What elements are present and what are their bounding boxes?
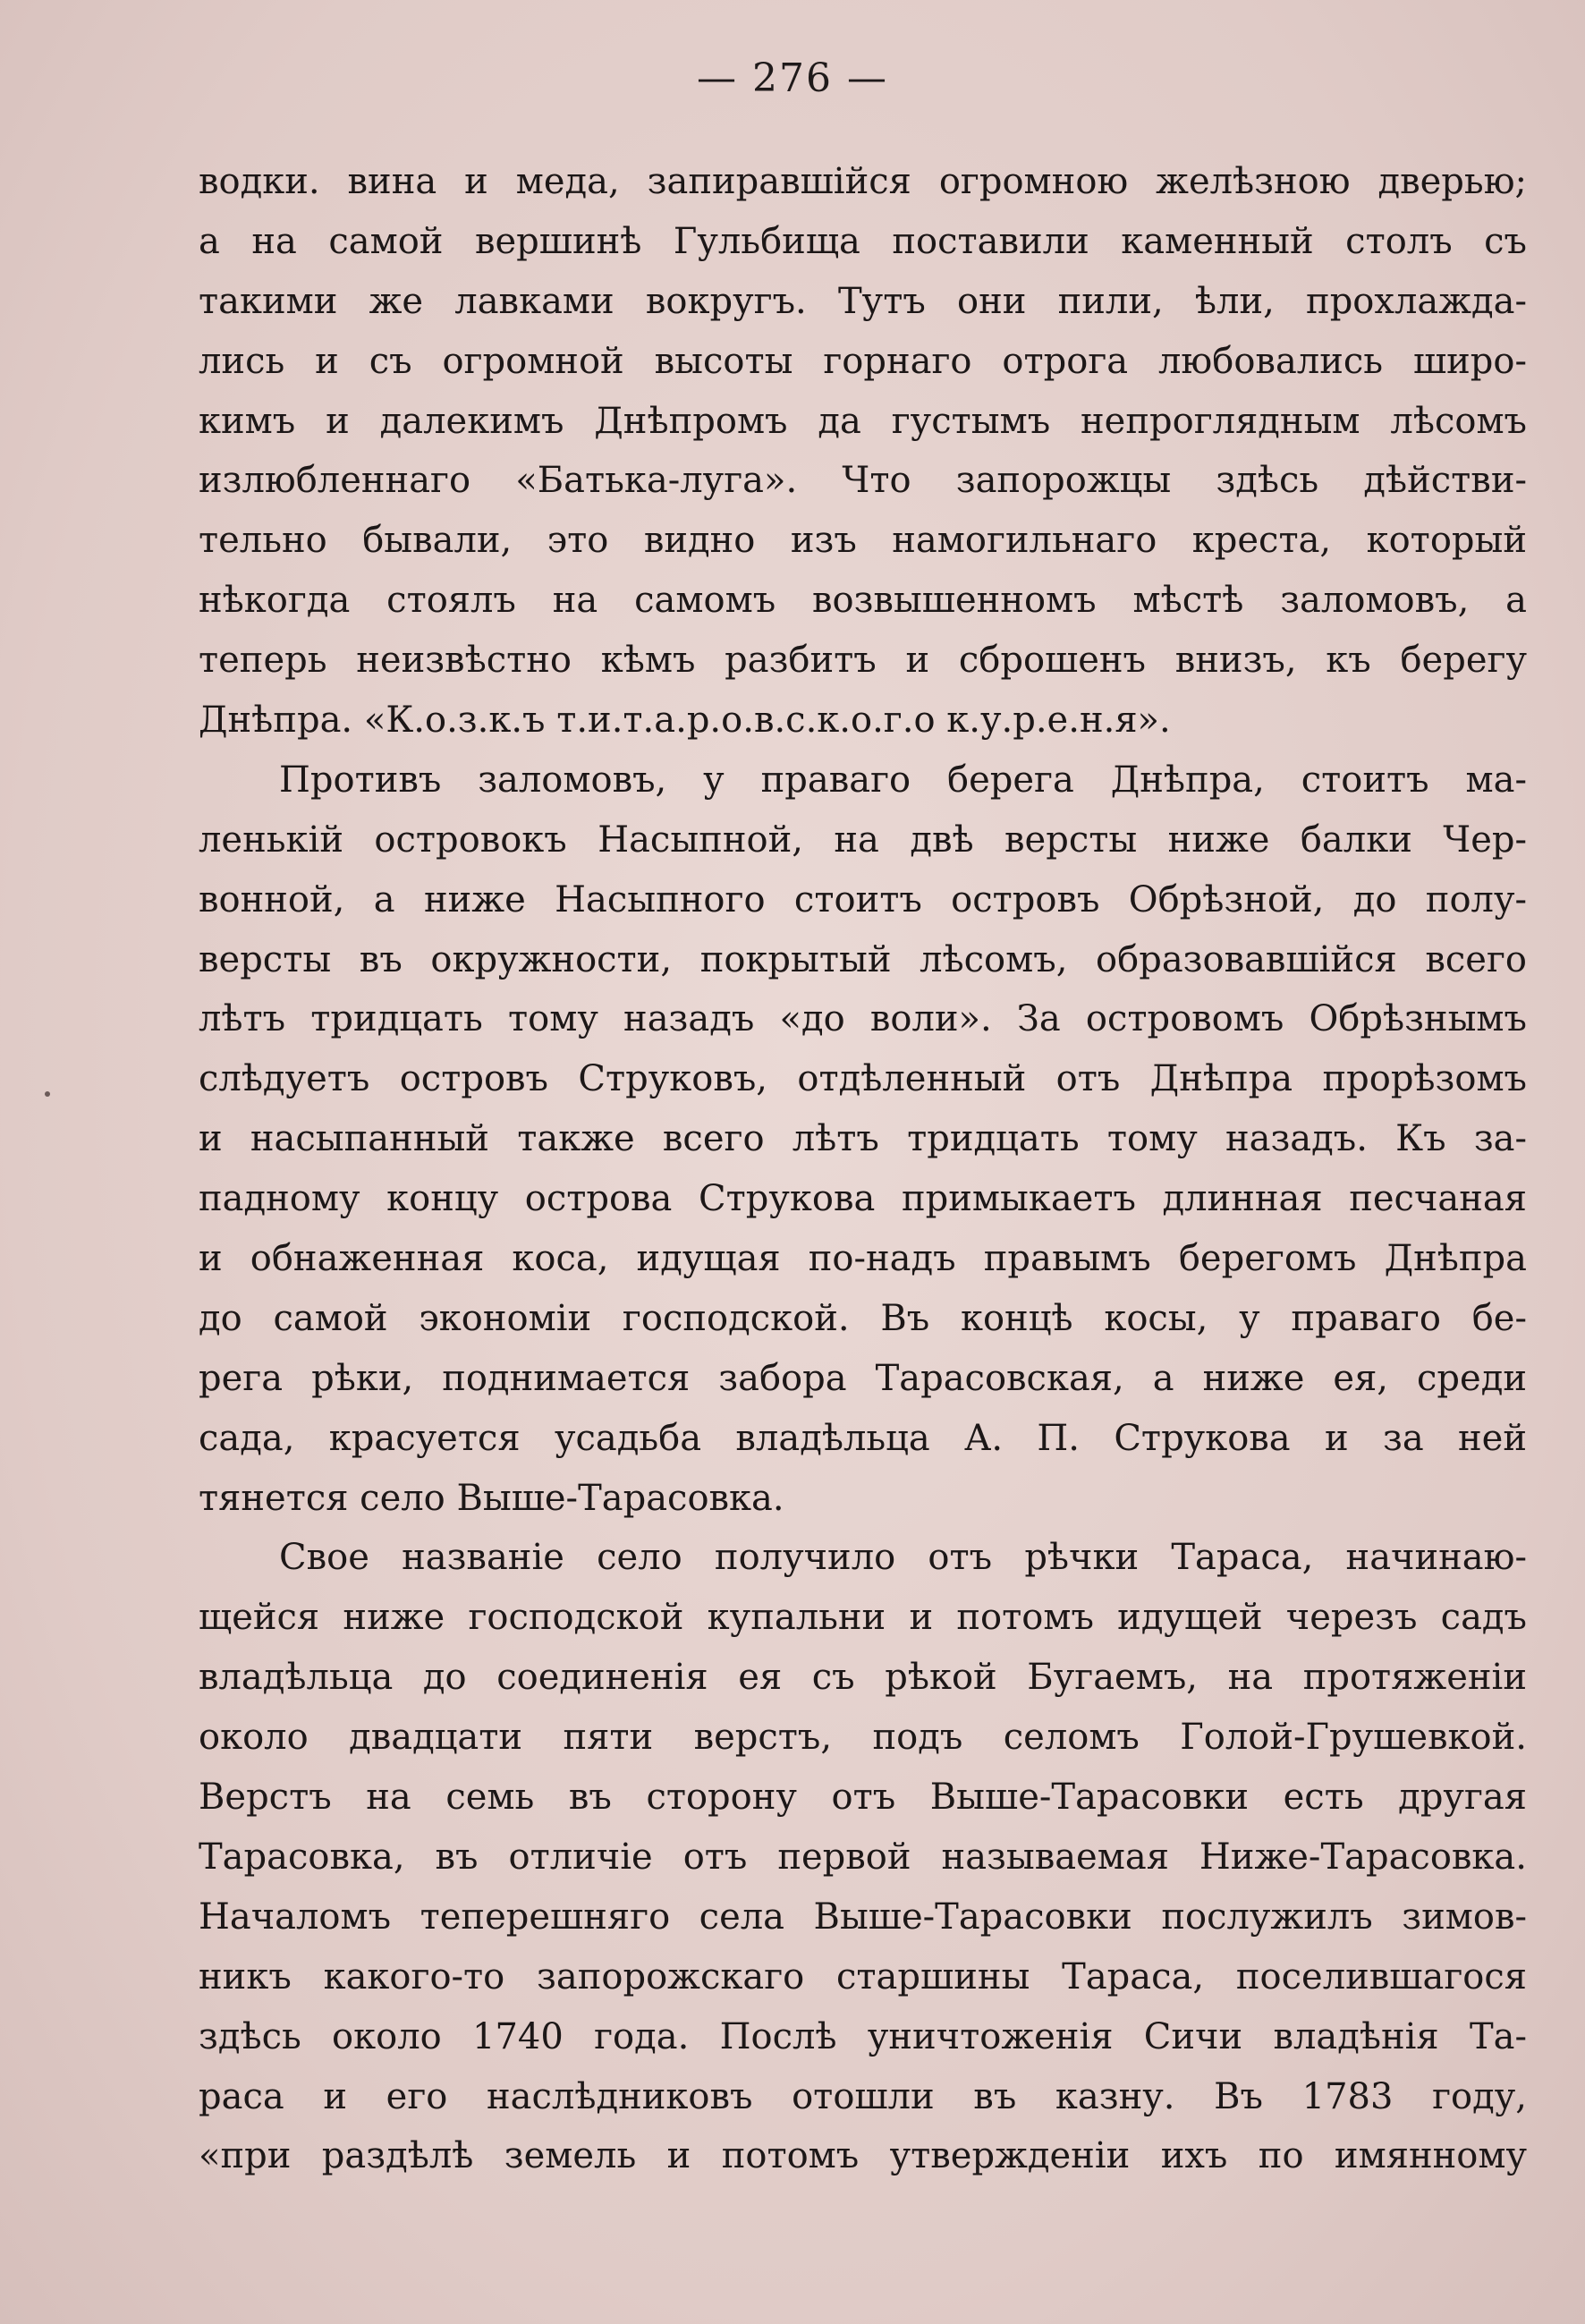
text-line: теперь неизвѣстно кѣмъ разбитъ и сброшенъ внизъ, къ берегу [199,640,1527,682]
text-line: лись и съ огромной высоты горнаго отрога любовались широ- [199,340,1527,382]
page-number: — 276 — [697,55,888,101]
text-line: здѣсь около 1740 года. Послѣ уничтоженія Сичи владѣнія Та- [199,2015,1527,2057]
text-line: а на самой вершинѣ Гульбища поставили каменный столъ съ [199,220,1527,262]
text-line: «при раздѣлѣ земель и потомъ утвержденіи ихъ по имянному [199,2135,1527,2177]
text-line: кимъ и далекимъ Днѣпромъ да густымъ непроглядным лѣсомъ [199,400,1527,442]
text-line: Тарасовка, въ отличіе отъ первой называемая Ниже-Тарасовка. [199,1836,1527,1878]
text-line: раса и его наслѣдниковъ отошли въ казну. Въ 1783 году, [199,2075,1527,2117]
text-line: щейся ниже господской купальни и потомъ идущей черезъ садъ [199,1597,1527,1639]
text-line: такими же лавками вокругъ. Тутъ они пили, ѣли, прохлажда- [199,280,1527,322]
text-line: и обнаженная коса, идущая по-надъ правымъ берегомъ Днѣпра [199,1238,1527,1280]
text-line: ленькій островокъ Насыпной, на двѣ версты ниже балки Чер- [199,818,1527,861]
text-line: Свое названіе село получило отъ рѣчки Тараса, начинаю- [279,1537,1527,1579]
text-line: тельно бывали, это видно изъ намогильнаго креста, который [199,520,1527,562]
paper-stain [45,1091,50,1097]
text-line: тянется село Выше-Тарасовка. [199,1477,784,1519]
text-line: сада, красуется усадьба владѣльца А. П. Струкова и за ней [199,1417,1527,1459]
text-line: падному концу острова Струкова примыкаетъ длинная песчаная [199,1178,1527,1220]
text-line: около двадцати пяти верстъ, подъ селомъ Голой-Грушевкой. [199,1717,1527,1759]
text-line: владѣльца до соединенія ея съ рѣкой Бугаемъ, на протяженіи [199,1657,1527,1699]
text-line: Началомъ теперешняго села Выше-Тарасовки послужилъ зимов- [199,1896,1527,1938]
text-line: лѣтъ тридцать тому назадъ «до воли». За островомъ Обрѣзнымъ [199,998,1527,1040]
text-line: Верстъ на семь въ сторону отъ Выше-Тарасовки есть другая [199,1777,1527,1819]
text-line: никъ какого-то запорожскаго старшины Тараса, поселившагося [199,1955,1527,1997]
text-line: вонной, а ниже Насыпного стоитъ островъ Обрѣзной, до полу- [199,878,1527,920]
text-line: рега рѣки, поднимается забора Тарасовская, а ниже ея, среди [199,1357,1527,1399]
text-line: водки. вина и меда, запиравшійся огромною желѣзною дверью; [199,161,1527,202]
text-line: Противъ заломовъ, у праваго берега Днѣпра, стоитъ ма- [279,759,1527,801]
text-line: до самой экономіи господской. Въ концѣ косы, у праваго бе- [199,1297,1527,1339]
body-text [199,152,1527,2186]
text-line: Днѣпра. «К.о.з.к.ъ т.и.т.а.р.о.в.с.к.о.г.о к.у.р.е.н.я». [199,700,1171,742]
text-line: слѣдуетъ островъ Струковъ, отдѣленный отъ Днѣпра прорѣзомъ [199,1058,1527,1100]
text-line: нѣкогда стоялъ на самомъ возвышенномъ мѣстѣ заломовъ, а [199,580,1527,622]
text-line: версты въ окружности, покрытый лѣсомъ, образовавшійся всего [199,938,1527,980]
text-line: и насыпанный также всего лѣтъ тридцать тому назадъ. Къ за- [199,1118,1527,1160]
text-line: излюбленнаго «Батька-луга». Что запорожцы здѣсь дѣйстви- [199,460,1527,502]
